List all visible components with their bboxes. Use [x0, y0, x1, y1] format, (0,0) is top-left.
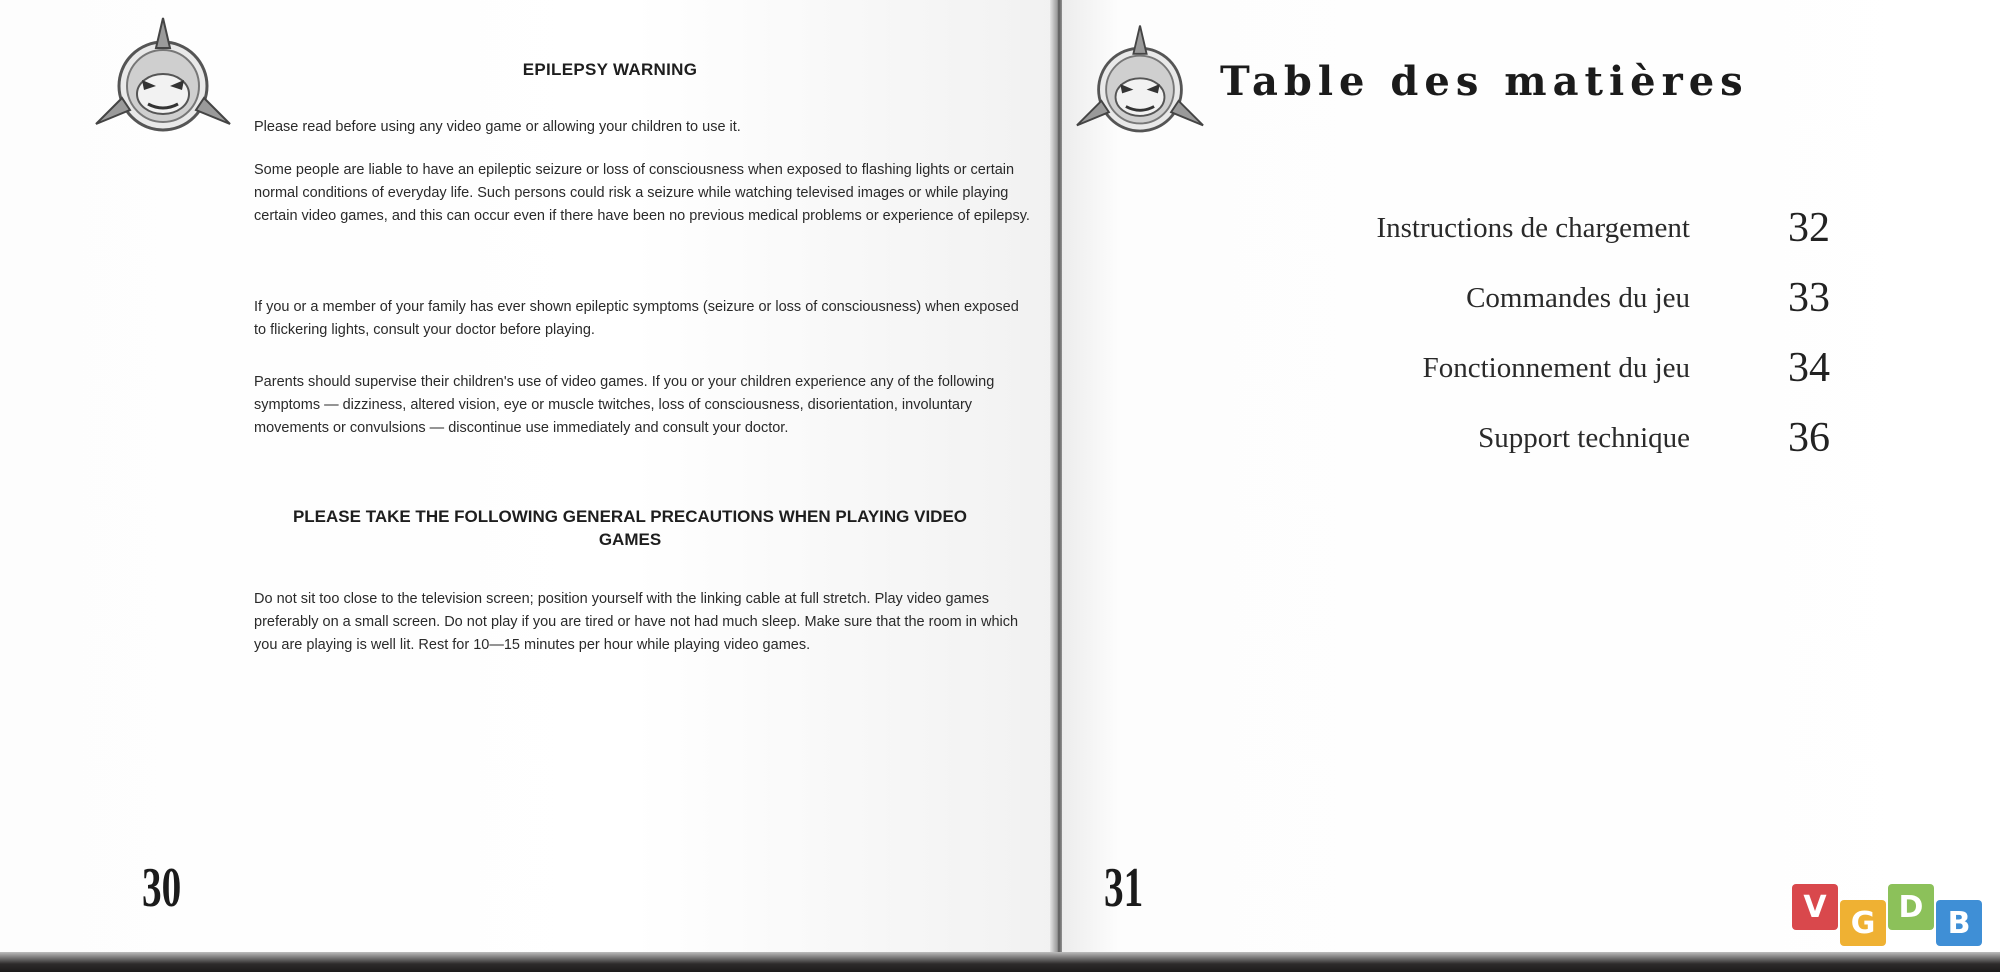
- toc-entry-page: 32: [1788, 205, 1830, 251]
- warning-paragraph: If you or a member of your family has ever shown epileptic symptoms (seizure or loss of consciousness) when exposed to flickering lights, consult your doctor before playing.: [254, 299, 1019, 338]
- toc-entry-page: 33: [1788, 275, 1830, 321]
- page-number-left: 30: [142, 857, 182, 919]
- toc-entry-label: Instructions de chargement: [1376, 212, 1690, 244]
- logo-tile: D: [1888, 884, 1934, 930]
- spiked-creature-emblem-icon: [1060, 18, 1220, 148]
- warning-intro: Please read before using any video game or allowing your children to use it.: [254, 119, 741, 135]
- logo-tile: B: [1936, 900, 1982, 946]
- toc-entry-label: Support technique: [1478, 422, 1690, 454]
- logo-tile: G: [1840, 900, 1886, 946]
- toc-entry: [1240, 414, 1830, 464]
- toc-entry-page: 34: [1788, 345, 1830, 391]
- warning-paragraph: Some people are liable to have an epileptic seizure or loss of consciousness when exposed to flashing lights or certain normal conditions of everyday life. Such persons could risk a seizure while watching televised images or while playing certain video games, and this can occur even if there have been no previous medical problems or experience of epilepsy.: [254, 162, 1030, 224]
- toc-entry-page: 36: [1788, 415, 1830, 461]
- toc-entry: [1240, 344, 1830, 394]
- epilepsy-warning-title: EPILEPSY WARNING: [522, 60, 698, 79]
- warning-paragraph: Parents should supervise their children's use of video games. If you or your children experience any of the following symptoms — dizziness, altered vision, eye or muscle twitches, loss of consciousness, disorientation, involuntary movements or convulsions — discontinue use immediately and consult your doctor.: [254, 374, 995, 436]
- vgdb-watermark-logo: [1792, 884, 1990, 950]
- spiked-creature-emblem-icon: [78, 14, 248, 144]
- page-number-right: 31: [1104, 857, 1144, 919]
- precautions-title: PLEASE TAKE THE FOLLOWING GENERAL PRECAUTIONS WHEN PLAYING VIDEO GAMES: [292, 507, 968, 549]
- book-bottom-edge: [0, 952, 2000, 972]
- toc-entry: [1240, 204, 1830, 254]
- toc-entry-label: Commandes du jeu: [1466, 282, 1690, 314]
- precautions-paragraph: Do not sit too close to the television screen; position yourself with the linking cable at full stretch. Play video games preferably on a small screen. Do not play if you are tired or have not had much sleep. Make sure that the room in which you are playing is well lit. Rest for 10—15 minutes per hour while playing video games.: [254, 591, 1019, 653]
- toc-entry: [1240, 274, 1830, 324]
- toc-entry-label: Fonctionnement du jeu: [1422, 352, 1690, 384]
- table-of-contents-title: Table des matières: [1220, 58, 1749, 105]
- logo-tile: V: [1792, 884, 1838, 930]
